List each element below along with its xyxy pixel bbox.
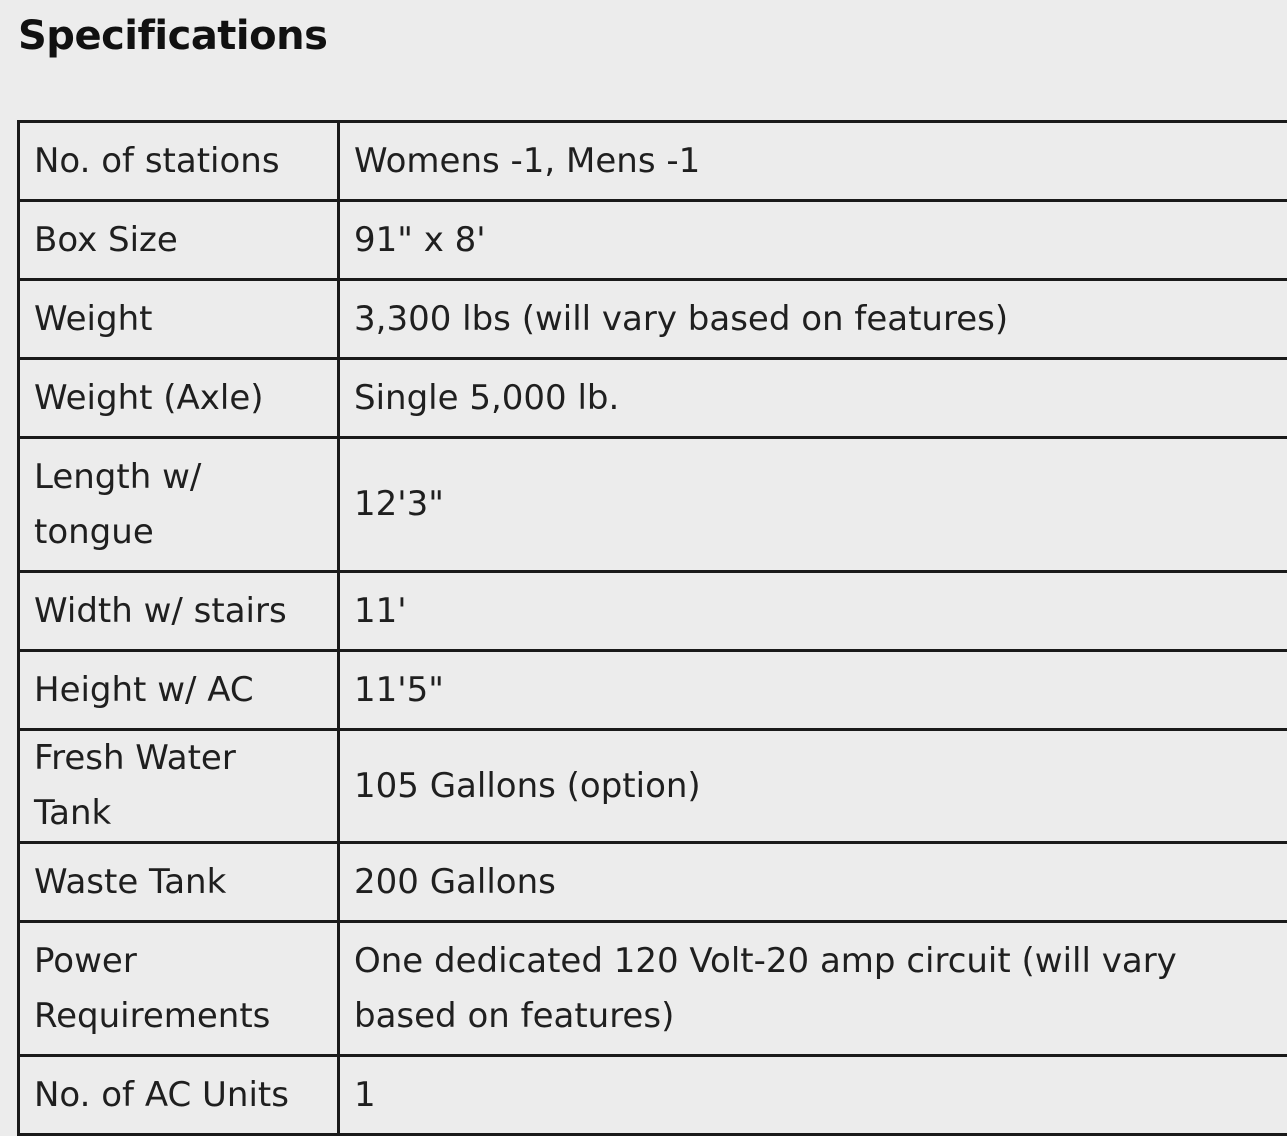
spec-label: Waste Tank [19, 843, 339, 922]
spec-value: 91" x 8' [339, 201, 1287, 280]
table-row [19, 438, 1287, 572]
page-title: Specifications [18, 8, 327, 64]
spec-value: 200 Gallons [339, 843, 1287, 922]
table-row [19, 201, 1287, 280]
spec-label: No. of AC Units [19, 1056, 339, 1135]
table-row [19, 1056, 1287, 1135]
spec-value: Womens -1, Mens -1 [339, 122, 1287, 201]
spec-label: Height w/ AC [19, 651, 339, 730]
spec-value: 11'5" [339, 651, 1287, 730]
spec-value: 1 [339, 1056, 1287, 1135]
table-row [19, 359, 1287, 438]
spec-label: Weight [19, 280, 339, 359]
table-row [19, 280, 1287, 359]
table-row [19, 572, 1287, 651]
table-row [19, 843, 1287, 922]
spec-label: Box Size [19, 201, 339, 280]
specifications-table [17, 120, 1287, 1136]
spec-label: Fresh Water Tank [19, 730, 339, 843]
table-row [19, 122, 1287, 201]
spec-label: Power Requirements [19, 922, 339, 1056]
table-row [19, 730, 1287, 843]
spec-label: Length w/ tongue [19, 438, 339, 572]
spec-label: No. of stations [19, 122, 339, 201]
spec-value: 105 Gallons (option) [339, 730, 1287, 843]
spec-value: 12'3" [339, 438, 1287, 572]
table-row [19, 651, 1287, 730]
spec-label: Width w/ stairs [19, 572, 339, 651]
spec-value: Single 5,000 lb. [339, 359, 1287, 438]
spec-value: 11' [339, 572, 1287, 651]
spec-value: One dedicated 120 Volt-20 amp circuit (will vary based on features) [339, 922, 1287, 1056]
spec-value: 3,300 lbs (will vary based on features) [339, 280, 1287, 359]
table-row [19, 922, 1287, 1056]
spec-label: Weight (Axle) [19, 359, 339, 438]
